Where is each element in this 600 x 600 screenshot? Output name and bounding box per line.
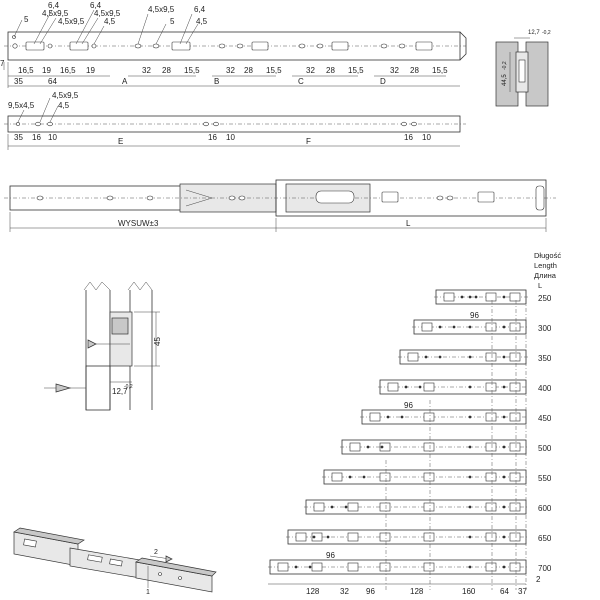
length-value: 550 <box>538 474 552 483</box>
length-row-hole <box>469 386 472 389</box>
length-row-hole <box>363 476 366 479</box>
mount-gap-dim: 12,7 <box>112 387 128 396</box>
dim-16-c: 16 <box>404 133 413 142</box>
length-row-hole <box>461 296 464 299</box>
dim-35-b: 35 <box>14 133 23 142</box>
length-row-slot <box>350 443 360 451</box>
label-5-a: 5 <box>24 15 29 24</box>
length-value: 600 <box>538 504 552 513</box>
dim-35: 35 <box>14 77 23 86</box>
length-row-hole <box>309 566 312 569</box>
dim-19-a: 19 <box>42 66 51 75</box>
dim-32-d: 32 <box>390 66 399 75</box>
top-rail-slots <box>13 36 433 51</box>
length-value: 400 <box>538 384 552 393</box>
length-row-hole <box>503 416 506 419</box>
length-row-hole <box>503 356 506 359</box>
top-rail-drawing <box>0 1 466 88</box>
length-row-slot <box>424 443 434 451</box>
bottom-dim-64: 64 <box>500 587 509 596</box>
label-5-b: 5 <box>170 17 175 26</box>
length-row-hole <box>401 416 404 419</box>
length-label: L <box>406 219 411 228</box>
length-row <box>360 410 552 424</box>
section-b: B <box>214 77 220 86</box>
cabinet-mount-view <box>44 282 162 410</box>
section-top-tol: -0,2 <box>542 30 551 36</box>
length-row-slot <box>486 293 496 301</box>
header-length: Length <box>534 261 557 270</box>
length-row-slot <box>348 533 358 541</box>
length-row-slot <box>424 413 434 421</box>
length-row-slot <box>348 503 358 511</box>
top-rail-labels <box>0 1 208 68</box>
length-row <box>340 440 552 454</box>
mount-height-dim: 45 <box>153 337 162 346</box>
length-bottom-dims <box>268 311 541 596</box>
length-value: 300 <box>538 324 552 333</box>
corner-label: 2 <box>536 575 541 584</box>
dim-32-b: 32 <box>226 66 235 75</box>
dim-10-b: 10 <box>226 133 235 142</box>
label-6-4-c: 6,4 <box>194 5 206 14</box>
length-row-slot <box>312 563 322 571</box>
bottom-dim-128-b: 128 <box>410 587 424 596</box>
length-value: 700 <box>538 564 552 573</box>
section-top-dim: 12,7 <box>528 30 540 36</box>
dim-32-a: 32 <box>142 66 151 75</box>
header-l: L <box>538 281 543 290</box>
label-4-5x9-5-d: 4,5x9,5 <box>148 5 175 14</box>
dim-64: 64 <box>48 77 57 86</box>
length-row-slot <box>424 533 434 541</box>
length-row-slot <box>278 563 288 571</box>
label-4-5x9-5-a: 4,5x9,5 <box>42 9 69 18</box>
dim-16-b: 16 <box>208 133 217 142</box>
length-row-hole <box>503 326 506 329</box>
length-row <box>268 560 552 574</box>
length-row-hole <box>503 476 506 479</box>
dim-15-5-b: 15,5 <box>266 66 282 75</box>
length-row-slot <box>486 473 496 481</box>
length-value: 250 <box>538 294 552 303</box>
inline-dim-96-c: 96 <box>326 551 335 560</box>
length-row-hole <box>313 536 316 539</box>
length-row-slot <box>380 533 390 541</box>
length-row-hole <box>419 386 422 389</box>
length-row-slot <box>510 323 520 331</box>
length-row-slot <box>348 563 358 571</box>
dim-16-5-b: 16,5 <box>60 66 76 75</box>
label-9-5x4-5: 9,5x4,5 <box>8 101 35 110</box>
section-a: A <box>122 77 128 86</box>
dim-28-b: 28 <box>244 66 253 75</box>
iso-arrow-label-2: 1 <box>146 589 150 596</box>
length-row-slot <box>296 533 306 541</box>
length-row-slot <box>370 413 380 421</box>
bottom-dim-128-a: 128 <box>306 587 320 596</box>
length-row-hole <box>503 506 506 509</box>
dim-28-a: 28 <box>162 66 171 75</box>
length-row <box>398 350 552 364</box>
length-row-slot <box>314 503 324 511</box>
length-row-hole <box>387 416 390 419</box>
dim-10-c: 10 <box>422 133 431 142</box>
isometric-slide-view <box>14 528 216 596</box>
dim-28-c: 28 <box>326 66 335 75</box>
length-row-hole <box>469 446 472 449</box>
length-row-slot <box>424 563 434 571</box>
length-row-hole <box>425 356 428 359</box>
length-row-slot <box>510 473 520 481</box>
section-side-dim: 44,5 <box>502 74 508 86</box>
bottom-dim-160: 160 <box>462 587 476 596</box>
length-row-slot <box>408 353 418 361</box>
length-row-hole <box>469 476 472 479</box>
length-row-slot <box>380 563 390 571</box>
dim-19-b: 19 <box>86 66 95 75</box>
header-dlina: Длина <box>534 271 556 280</box>
length-row <box>322 470 552 484</box>
iso-arrow-label: 2 <box>154 549 158 556</box>
length-row-slot <box>422 323 432 331</box>
label-4-5-c: 4,5 <box>58 101 70 110</box>
length-row-slot <box>424 473 434 481</box>
length-row-slot <box>486 323 496 331</box>
length-value: 500 <box>538 444 552 453</box>
length-row <box>286 530 552 544</box>
inline-dim-96-a: 96 <box>470 311 479 320</box>
length-row-hole <box>405 386 408 389</box>
second-rail-drawing <box>4 91 466 150</box>
label-4-5x9-5-c: 4,5x9,5 <box>94 9 121 18</box>
dim-32-c: 32 <box>306 66 315 75</box>
length-value: 650 <box>538 534 552 543</box>
length-row-slot <box>444 293 454 301</box>
cross-section-view <box>496 30 551 106</box>
length-row-slot <box>510 383 520 391</box>
length-row-slot <box>424 503 434 511</box>
label-6-4-a: 6,4 <box>48 1 60 10</box>
section-d: D <box>380 77 386 86</box>
length-row-slot <box>510 413 520 421</box>
section-e: E <box>118 137 124 146</box>
length-row-hole <box>469 356 472 359</box>
length-row-hole <box>469 296 472 299</box>
length-row-slot <box>486 353 496 361</box>
length-row-slot <box>486 443 496 451</box>
dim-10-a: 10 <box>48 133 57 142</box>
bottom-dim-96: 96 <box>366 587 375 596</box>
length-row-hole <box>469 506 472 509</box>
length-row-hole <box>475 296 478 299</box>
length-row <box>412 320 552 334</box>
length-value: 450 <box>538 414 552 423</box>
length-value: 350 <box>538 354 552 363</box>
length-row-slot <box>510 293 520 301</box>
label-4-5-b: 4,5 <box>196 17 208 26</box>
assembled-slide-view <box>4 180 556 232</box>
bottom-dim-32: 32 <box>340 587 349 596</box>
length-row-hole <box>453 326 456 329</box>
length-row-hole <box>503 386 506 389</box>
length-row-hole <box>439 356 442 359</box>
length-row-slot <box>424 383 434 391</box>
length-row-hole <box>381 446 384 449</box>
length-row-hole <box>327 536 330 539</box>
length-row-slot <box>388 383 398 391</box>
length-row-hole <box>349 476 352 479</box>
mount-gap-tol: -0,2 <box>124 384 133 390</box>
length-row-slot <box>332 473 342 481</box>
label-6-4-b: 6,4 <box>90 1 102 10</box>
length-row-hole <box>503 536 506 539</box>
length-row-hole <box>345 506 348 509</box>
length-row-hole <box>469 566 472 569</box>
length-row-slot <box>510 503 520 511</box>
length-table <box>268 251 561 596</box>
section-side-tol: -0,2 <box>502 61 508 70</box>
length-row-slot <box>510 353 520 361</box>
section-c: C <box>298 77 304 86</box>
length-row-slot <box>486 383 496 391</box>
length-row-slot <box>510 443 520 451</box>
label-7: 7 <box>0 59 5 68</box>
dim-16-a: 16 <box>32 133 41 142</box>
length-row-hole <box>469 326 472 329</box>
length-row-hole <box>469 536 472 539</box>
length-row-slot <box>380 503 390 511</box>
length-row-hole <box>367 446 370 449</box>
length-row-slot <box>486 563 496 571</box>
length-row-hole <box>295 566 298 569</box>
section-f: F <box>306 137 311 146</box>
length-row-hole <box>503 296 506 299</box>
label-4-5-a: 4,5 <box>104 17 116 26</box>
length-row-hole <box>331 506 334 509</box>
dim-16-5-a: 16,5 <box>18 66 34 75</box>
length-row-hole <box>439 326 442 329</box>
length-row-slot <box>486 503 496 511</box>
wysuw-label: WYSUW±3 <box>118 219 159 228</box>
length-row-hole <box>503 566 506 569</box>
header-dlugosc: Długość <box>534 251 562 260</box>
length-rows <box>268 290 552 574</box>
length-row-hole <box>503 446 506 449</box>
length-row-slot <box>510 533 520 541</box>
length-row <box>434 290 552 304</box>
length-row-slot <box>380 473 390 481</box>
length-row <box>304 500 552 514</box>
label-4-5x9-5-e: 4,5x9,5 <box>52 91 79 100</box>
dim-15-5-d: 15,5 <box>432 66 448 75</box>
length-row-slot <box>510 563 520 571</box>
inline-dim-96-b: 96 <box>404 401 413 410</box>
dim-15-5-a: 15,5 <box>184 66 200 75</box>
dim-28-d: 28 <box>410 66 419 75</box>
label-4-5x9-5-b: 4,5x9,5 <box>58 17 85 26</box>
bottom-dim-37: 37 <box>518 587 527 596</box>
length-row-slot <box>486 413 496 421</box>
length-row-hole <box>469 416 472 419</box>
dim-15-5-c: 15,5 <box>348 66 364 75</box>
length-row-slot <box>486 533 496 541</box>
